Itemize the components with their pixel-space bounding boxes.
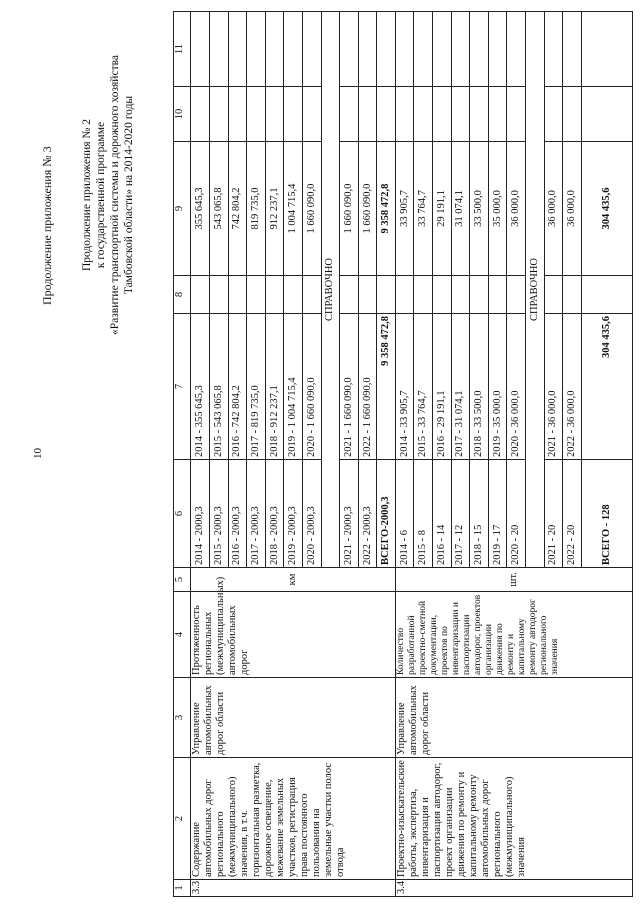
indicator-value: 2022 - 20: [563, 460, 582, 568]
cell: [581, 276, 632, 314]
table-row: [395, 12, 414, 897]
cell: [191, 276, 210, 314]
funding-value: 2016 - 29 191,1: [433, 314, 452, 460]
cell: [191, 12, 210, 87]
funding-total: 1 660 090,0: [302, 142, 321, 276]
funding-value: 2022 - 1 660 090,0: [358, 314, 377, 460]
funding-value: 2015 - 543 065,8: [209, 314, 228, 460]
cell: [358, 87, 377, 142]
executor: Управление автомобильных дорог области: [395, 678, 632, 758]
cell: [488, 276, 507, 314]
cell: [340, 276, 359, 314]
indicator-value: 2018 - 2000,3: [265, 460, 284, 568]
row-number: 3.4: [395, 880, 632, 897]
funding-value: 2022 - 36 000,0: [563, 314, 582, 460]
appendix-line: к государственной программе: [95, 121, 107, 269]
funding-value: 2020 - 36 000,0: [507, 314, 526, 460]
funding-value: 2018 - 912 237,1: [265, 314, 284, 460]
indicator-value: 2014 - 6: [395, 460, 414, 568]
cell: [209, 87, 228, 142]
cell: [395, 12, 414, 87]
cell: [395, 276, 414, 314]
indicator-value: 2016 - 14: [433, 460, 452, 568]
cell: [284, 276, 303, 314]
indicator: Протяженность региональных (межмуниципальных) автомобильных дорог: [191, 592, 396, 678]
cell: [563, 12, 582, 87]
funding-total: 36 000,0: [544, 142, 563, 276]
indicator-value: 2021 - 20: [544, 460, 563, 568]
cell: [302, 12, 321, 87]
indicator-value: 2020 - 20: [507, 460, 526, 568]
funding-value: 2021 - 36 000,0: [544, 314, 563, 460]
indicator-value: 2014 - 2000,3: [191, 460, 210, 568]
funding-total: 35 000,0: [488, 142, 507, 276]
cell: [377, 87, 396, 142]
indicator-value: 2019 - 2000,3: [284, 460, 303, 568]
unit: км: [191, 568, 396, 592]
activity-name: Содержание автомобильных дорог регионального (межмуниципального) значения, в т.ч. горизонтальная разметка, дорожное освещение, межевание земельных участков, регистрация права постоянного пользования на земельные участки полос отвода: [191, 758, 396, 880]
indicator-value: 2015 - 8: [414, 460, 433, 568]
column-number-row: [174, 12, 191, 897]
funding-total: 36 000,0: [563, 142, 582, 276]
funding-total: 33 905,7: [395, 142, 414, 276]
cell: [209, 12, 228, 87]
funding-value: 2021 - 1 660 090,0: [340, 314, 359, 460]
cell: [358, 276, 377, 314]
cell: [544, 276, 563, 314]
indicator-value: 2022 - 2000,3: [358, 460, 377, 568]
funding-value: 2017 - 819 735,0: [247, 314, 266, 460]
funding-value: 2014 - 33 905,7: [395, 314, 414, 460]
indicator-value: 2018 - 15: [470, 460, 489, 568]
column-number: 4: [174, 592, 191, 678]
cell: [581, 12, 632, 87]
appendix-line: Продолжение приложения № 2: [81, 118, 93, 272]
cell: [544, 12, 563, 87]
cell: [358, 12, 377, 87]
cell: [414, 87, 433, 142]
indicator-total: ВСЕГО-2000,3: [377, 460, 396, 568]
funding-total: 1 004 715,4: [284, 142, 303, 276]
funding-value: 2017 - 31 074,1: [451, 314, 470, 460]
cell: [544, 87, 563, 142]
reference-note: СПРАВОЧНО: [526, 12, 545, 568]
funding-value: 2019 - 1 004 715,4: [284, 314, 303, 460]
appendix-header: [80, 5, 136, 385]
cell: [581, 87, 632, 142]
cell: [507, 276, 526, 314]
funding-value: 2018 - 33 500,0: [470, 314, 489, 460]
cell: [414, 276, 433, 314]
column-number: 2: [174, 758, 191, 880]
column-number: 7: [174, 314, 191, 460]
cell: [302, 87, 321, 142]
column-number: 3: [174, 678, 191, 758]
cell: [247, 276, 266, 314]
cell: [209, 276, 228, 314]
cell: [228, 87, 247, 142]
cell: [563, 87, 582, 142]
column-number: 8: [174, 276, 191, 314]
funding-total: 912 237,1: [265, 142, 284, 276]
cell: [563, 276, 582, 314]
column-number: 1: [174, 880, 191, 897]
indicator-value: 2019 - 17: [488, 460, 507, 568]
cell: [488, 12, 507, 87]
indicator-value: 2021 - 2000,3: [340, 460, 359, 568]
cell: [451, 276, 470, 314]
indicator-value: 2017 - 2000,3: [247, 460, 266, 568]
cell: [451, 87, 470, 142]
column-number: 10: [174, 87, 191, 142]
funding-value: 2015 - 33 764,7: [414, 314, 433, 460]
cell: [433, 276, 452, 314]
funding-total: 31 074,1: [451, 142, 470, 276]
cell: [507, 87, 526, 142]
cell: [265, 276, 284, 314]
program-table: [173, 11, 633, 897]
cell: [433, 12, 452, 87]
cell: [265, 87, 284, 142]
column-number: 6: [174, 460, 191, 568]
funding-value: 2020 - 1 660 090,0: [302, 314, 321, 460]
table-row: [191, 12, 210, 897]
activity-name: Проектно-изыскательские работы, экспертиза, инвентаризация и паспортизация автодорог, проект организации движения по ремонту и капитальному ремонту автомобильных дорог регионального (межмуниципального) значения: [395, 758, 632, 880]
grand-total: 9 358 472,8: [377, 142, 396, 276]
cell: [247, 87, 266, 142]
cell: [470, 276, 489, 314]
cell: [302, 276, 321, 314]
continuation-label: Продолжение приложения № 3: [40, 146, 54, 305]
funding-total-value: 9 358 472,8: [377, 314, 396, 460]
funding-total: 1 660 090,0: [358, 142, 377, 276]
indicator-value: 2020 - 2000,3: [302, 460, 321, 568]
funding-value: 2019 - 35 000,0: [488, 314, 507, 460]
funding-value: 2014 - 355 645,3: [191, 314, 210, 460]
indicator-value: 2017 - 12: [451, 460, 470, 568]
unit: шт.: [395, 568, 632, 592]
appendix-line: Тамбовской области» на 2014-2020 годы: [123, 95, 135, 295]
funding-total: 33 764,7: [414, 142, 433, 276]
cell: [284, 12, 303, 87]
funding-total: 355 645,3: [191, 142, 210, 276]
cell: [451, 12, 470, 87]
cell: [470, 87, 489, 142]
funding-total: 33 500,0: [470, 142, 489, 276]
column-number: 11: [174, 12, 191, 87]
funding-total-value: 304 435,6: [581, 314, 632, 460]
funding-total: 36 000,0: [507, 142, 526, 276]
funding-total: 29 191,1: [433, 142, 452, 276]
column-number: 5: [174, 568, 191, 592]
cell: [470, 12, 489, 87]
cell: [247, 12, 266, 87]
cell: [433, 87, 452, 142]
funding-total: 819 735,0: [247, 142, 266, 276]
funding-total: 1 660 090,0: [340, 142, 359, 276]
cell: [414, 12, 433, 87]
cell: [395, 87, 414, 142]
cell: [507, 12, 526, 87]
funding-total: 543 065,8: [209, 142, 228, 276]
funding-value: 2016 - 742 804,2: [228, 314, 247, 460]
indicator-total: ВСЕГО - 128: [581, 460, 632, 568]
cell: [265, 12, 284, 87]
row-number: 3.3: [191, 880, 396, 897]
cell: [191, 87, 210, 142]
cell: [488, 87, 507, 142]
cell: [377, 276, 396, 314]
indicator: Количество разработанной проектно-сметной документации, проектов по инвентаризации и паспортизации автодорог, проектов организации движения по ремонту и капитальному ремонту автодорог регионального значения: [395, 592, 632, 678]
column-number: 9: [174, 142, 191, 276]
funding-total: 742 804,2: [228, 142, 247, 276]
page-number: 10: [32, 448, 44, 459]
executor: Управление автомобильных дорог области: [191, 678, 396, 758]
reference-note: СПРАВОЧНО: [321, 12, 340, 568]
grand-total: 304 435,6: [581, 142, 632, 276]
cell: [340, 87, 359, 142]
cell: [228, 12, 247, 87]
cell: [377, 12, 396, 87]
indicator-value: 2016 - 2000,3: [228, 460, 247, 568]
appendix-line: «Развитие транспортной системы и дорожного хозяйства: [109, 55, 121, 335]
cell: [228, 276, 247, 314]
cell: [284, 87, 303, 142]
indicator-value: 2015 - 2000,3: [209, 460, 228, 568]
cell: [340, 12, 359, 87]
